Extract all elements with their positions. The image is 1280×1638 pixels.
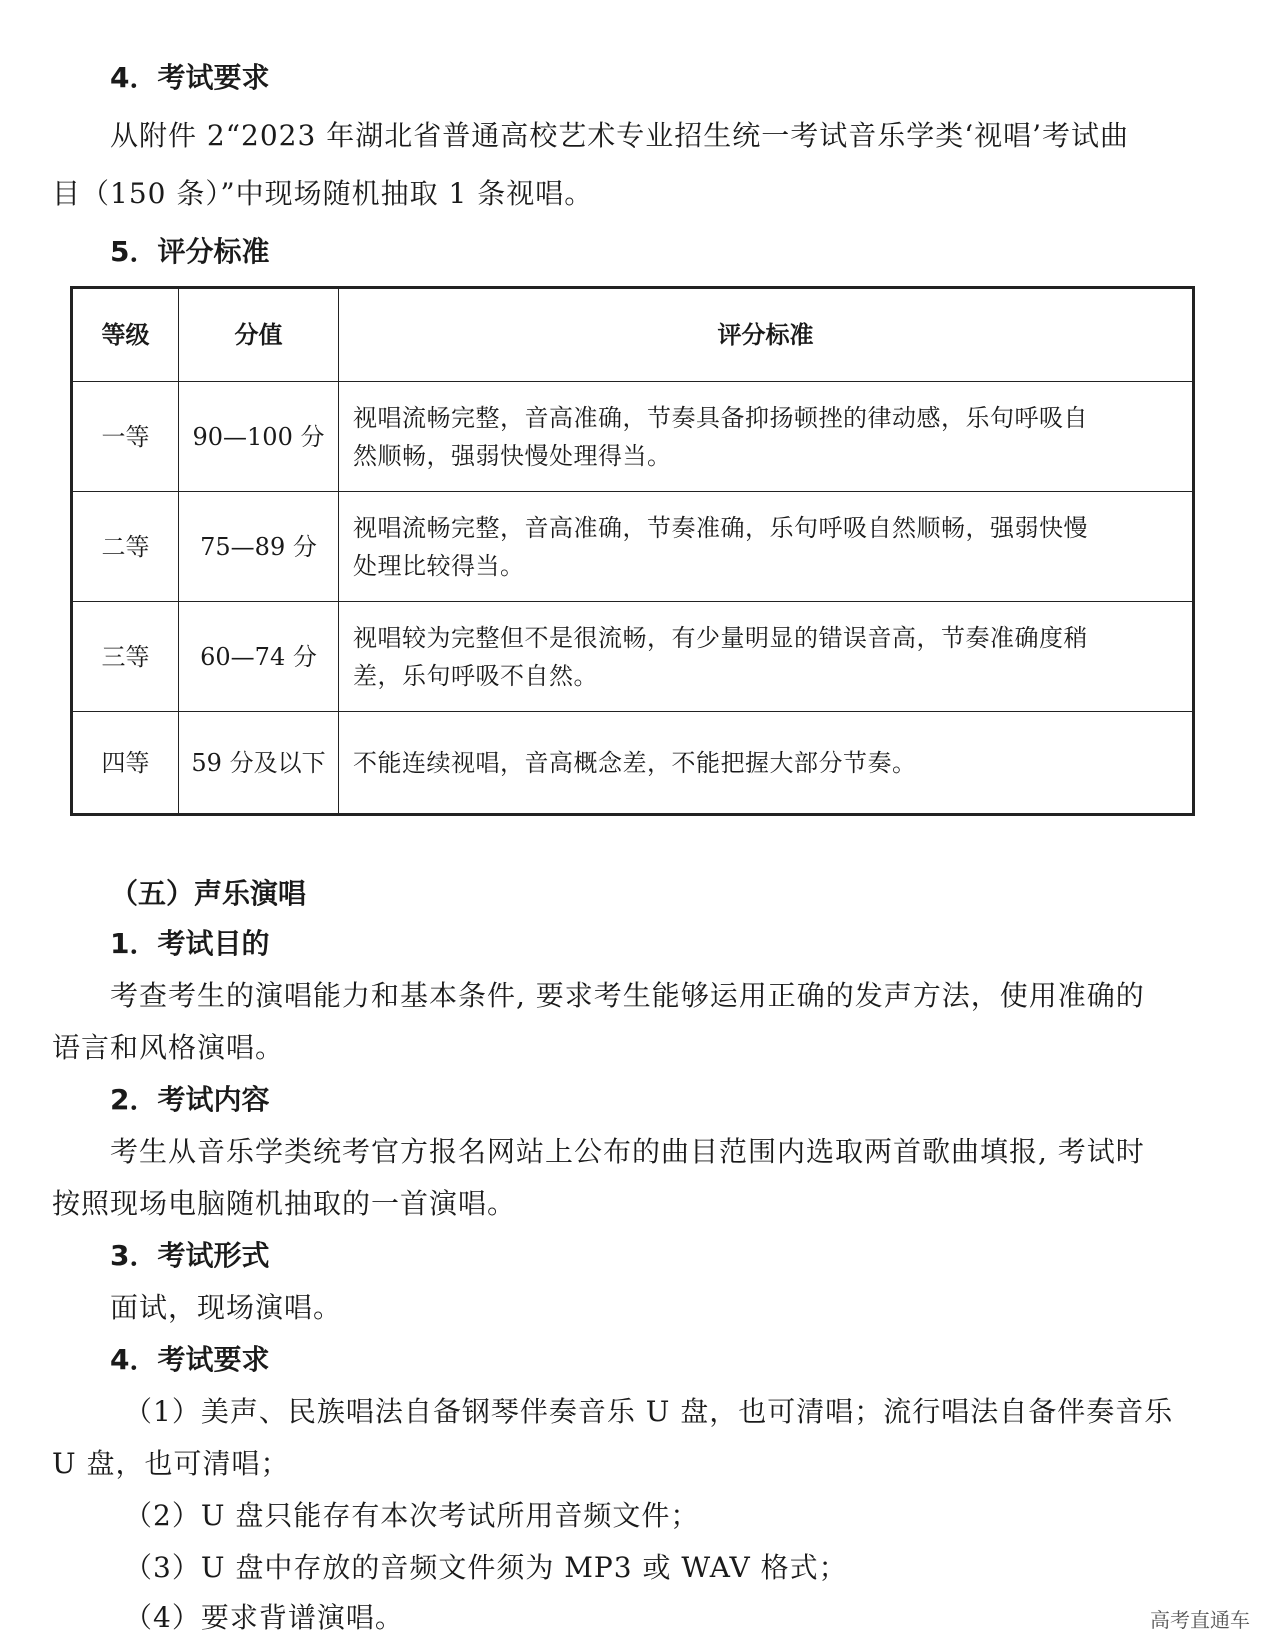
section-heading-exam-purpose: 1．考试目的 bbox=[110, 927, 270, 960]
column-header-grade: 等级 bbox=[72, 288, 179, 382]
table-row bbox=[72, 492, 1194, 602]
paragraph-line: 按照现场电脑随机抽取的一首演唱。 bbox=[52, 1187, 517, 1220]
section-heading-exam-format: 3．考试形式 bbox=[110, 1239, 270, 1272]
table-row bbox=[72, 382, 1194, 492]
paragraph-line: 目（150 条）”中现场随机抽取 1 条视唱。 bbox=[52, 177, 594, 210]
paragraph-line: 考生从音乐学类统考官方报名网站上公布的曲目范围内选取两首歌曲填报, 考试时 bbox=[110, 1135, 1145, 1168]
criteria-cell bbox=[339, 602, 1194, 712]
table-row bbox=[72, 712, 1194, 815]
table-header-row bbox=[72, 288, 1194, 382]
criteria-line: 差，乐句呼吸不自然。 bbox=[353, 661, 598, 690]
score-cell: 75—89 分 bbox=[179, 492, 339, 602]
scoring-table bbox=[70, 286, 1195, 816]
paragraph-line: 语言和风格演唱。 bbox=[52, 1031, 285, 1064]
grade-cell: 二等 bbox=[72, 492, 179, 602]
criteria-cell bbox=[339, 382, 1194, 492]
section-heading-exam-requirements-2: 4．考试要求 bbox=[110, 1343, 270, 1376]
grade-cell: 四等 bbox=[72, 712, 179, 815]
grade-cell: 一等 bbox=[72, 382, 179, 492]
table-row bbox=[72, 602, 1194, 712]
paragraph-line: 面试，现场演唱。 bbox=[110, 1291, 343, 1324]
criteria-cell bbox=[339, 712, 1194, 815]
requirement-item: （3）U 盘中存放的音频文件须为 MP3 或 WAV 格式； bbox=[124, 1551, 848, 1584]
section-heading-scoring-criteria: 5．评分标准 bbox=[110, 235, 270, 268]
grade-cell: 三等 bbox=[72, 602, 179, 712]
section-title-vocal-performance: （五）声乐演唱 bbox=[110, 877, 307, 910]
requirement-item: （1）美声、民族唱法自备钢琴伴奏音乐 U 盘，也可清唱；流行唱法自备伴奏音乐 bbox=[124, 1395, 1174, 1428]
criteria-line: 视唱流畅完整，音高准确，节奏具备抑扬顿挫的律动感，乐句呼吸自 bbox=[353, 403, 1088, 432]
criteria-line: 然顺畅，强弱快慢处理得当。 bbox=[353, 441, 672, 470]
criteria-line: 视唱流畅完整，音高准确，节奏准确，乐句呼吸自然顺畅，强弱快慢 bbox=[353, 513, 1088, 542]
criteria-line: 视唱较为完整但不是很流畅，有少量明显的错误音高，节奏准确度稍 bbox=[353, 623, 1088, 652]
column-header-criteria: 评分标准 bbox=[339, 288, 1194, 382]
requirement-item: （2）U 盘只能存有本次考试所用音频文件； bbox=[124, 1499, 700, 1532]
criteria-cell bbox=[339, 492, 1194, 602]
paragraph-line: 从附件 2“2023 年湖北省普通高校艺术专业招生统一考试音乐学类‘视唱’考试曲 bbox=[110, 119, 1129, 152]
column-header-score: 分值 bbox=[179, 288, 339, 382]
requirement-item-continuation: U 盘，也可清唱； bbox=[52, 1447, 290, 1480]
score-cell: 59 分及以下 bbox=[179, 712, 339, 815]
requirement-item: （4）要求背谱演唱。 bbox=[124, 1601, 404, 1634]
section-heading-exam-requirements: 4．考试要求 bbox=[110, 61, 270, 94]
criteria-line: 不能连续视唱，音高概念差，不能把握大部分节奏。 bbox=[353, 748, 917, 777]
score-cell: 90—100 分 bbox=[179, 382, 339, 492]
criteria-line: 处理比较得当。 bbox=[353, 551, 525, 580]
watermark: 高考直通车 bbox=[1150, 1608, 1250, 1632]
score-cell: 60—74 分 bbox=[179, 602, 339, 712]
paragraph-line: 考查考生的演唱能力和基本条件, 要求考生能够运用正确的发声方法，使用准确的 bbox=[110, 979, 1145, 1012]
section-heading-exam-content: 2．考试内容 bbox=[110, 1083, 270, 1116]
